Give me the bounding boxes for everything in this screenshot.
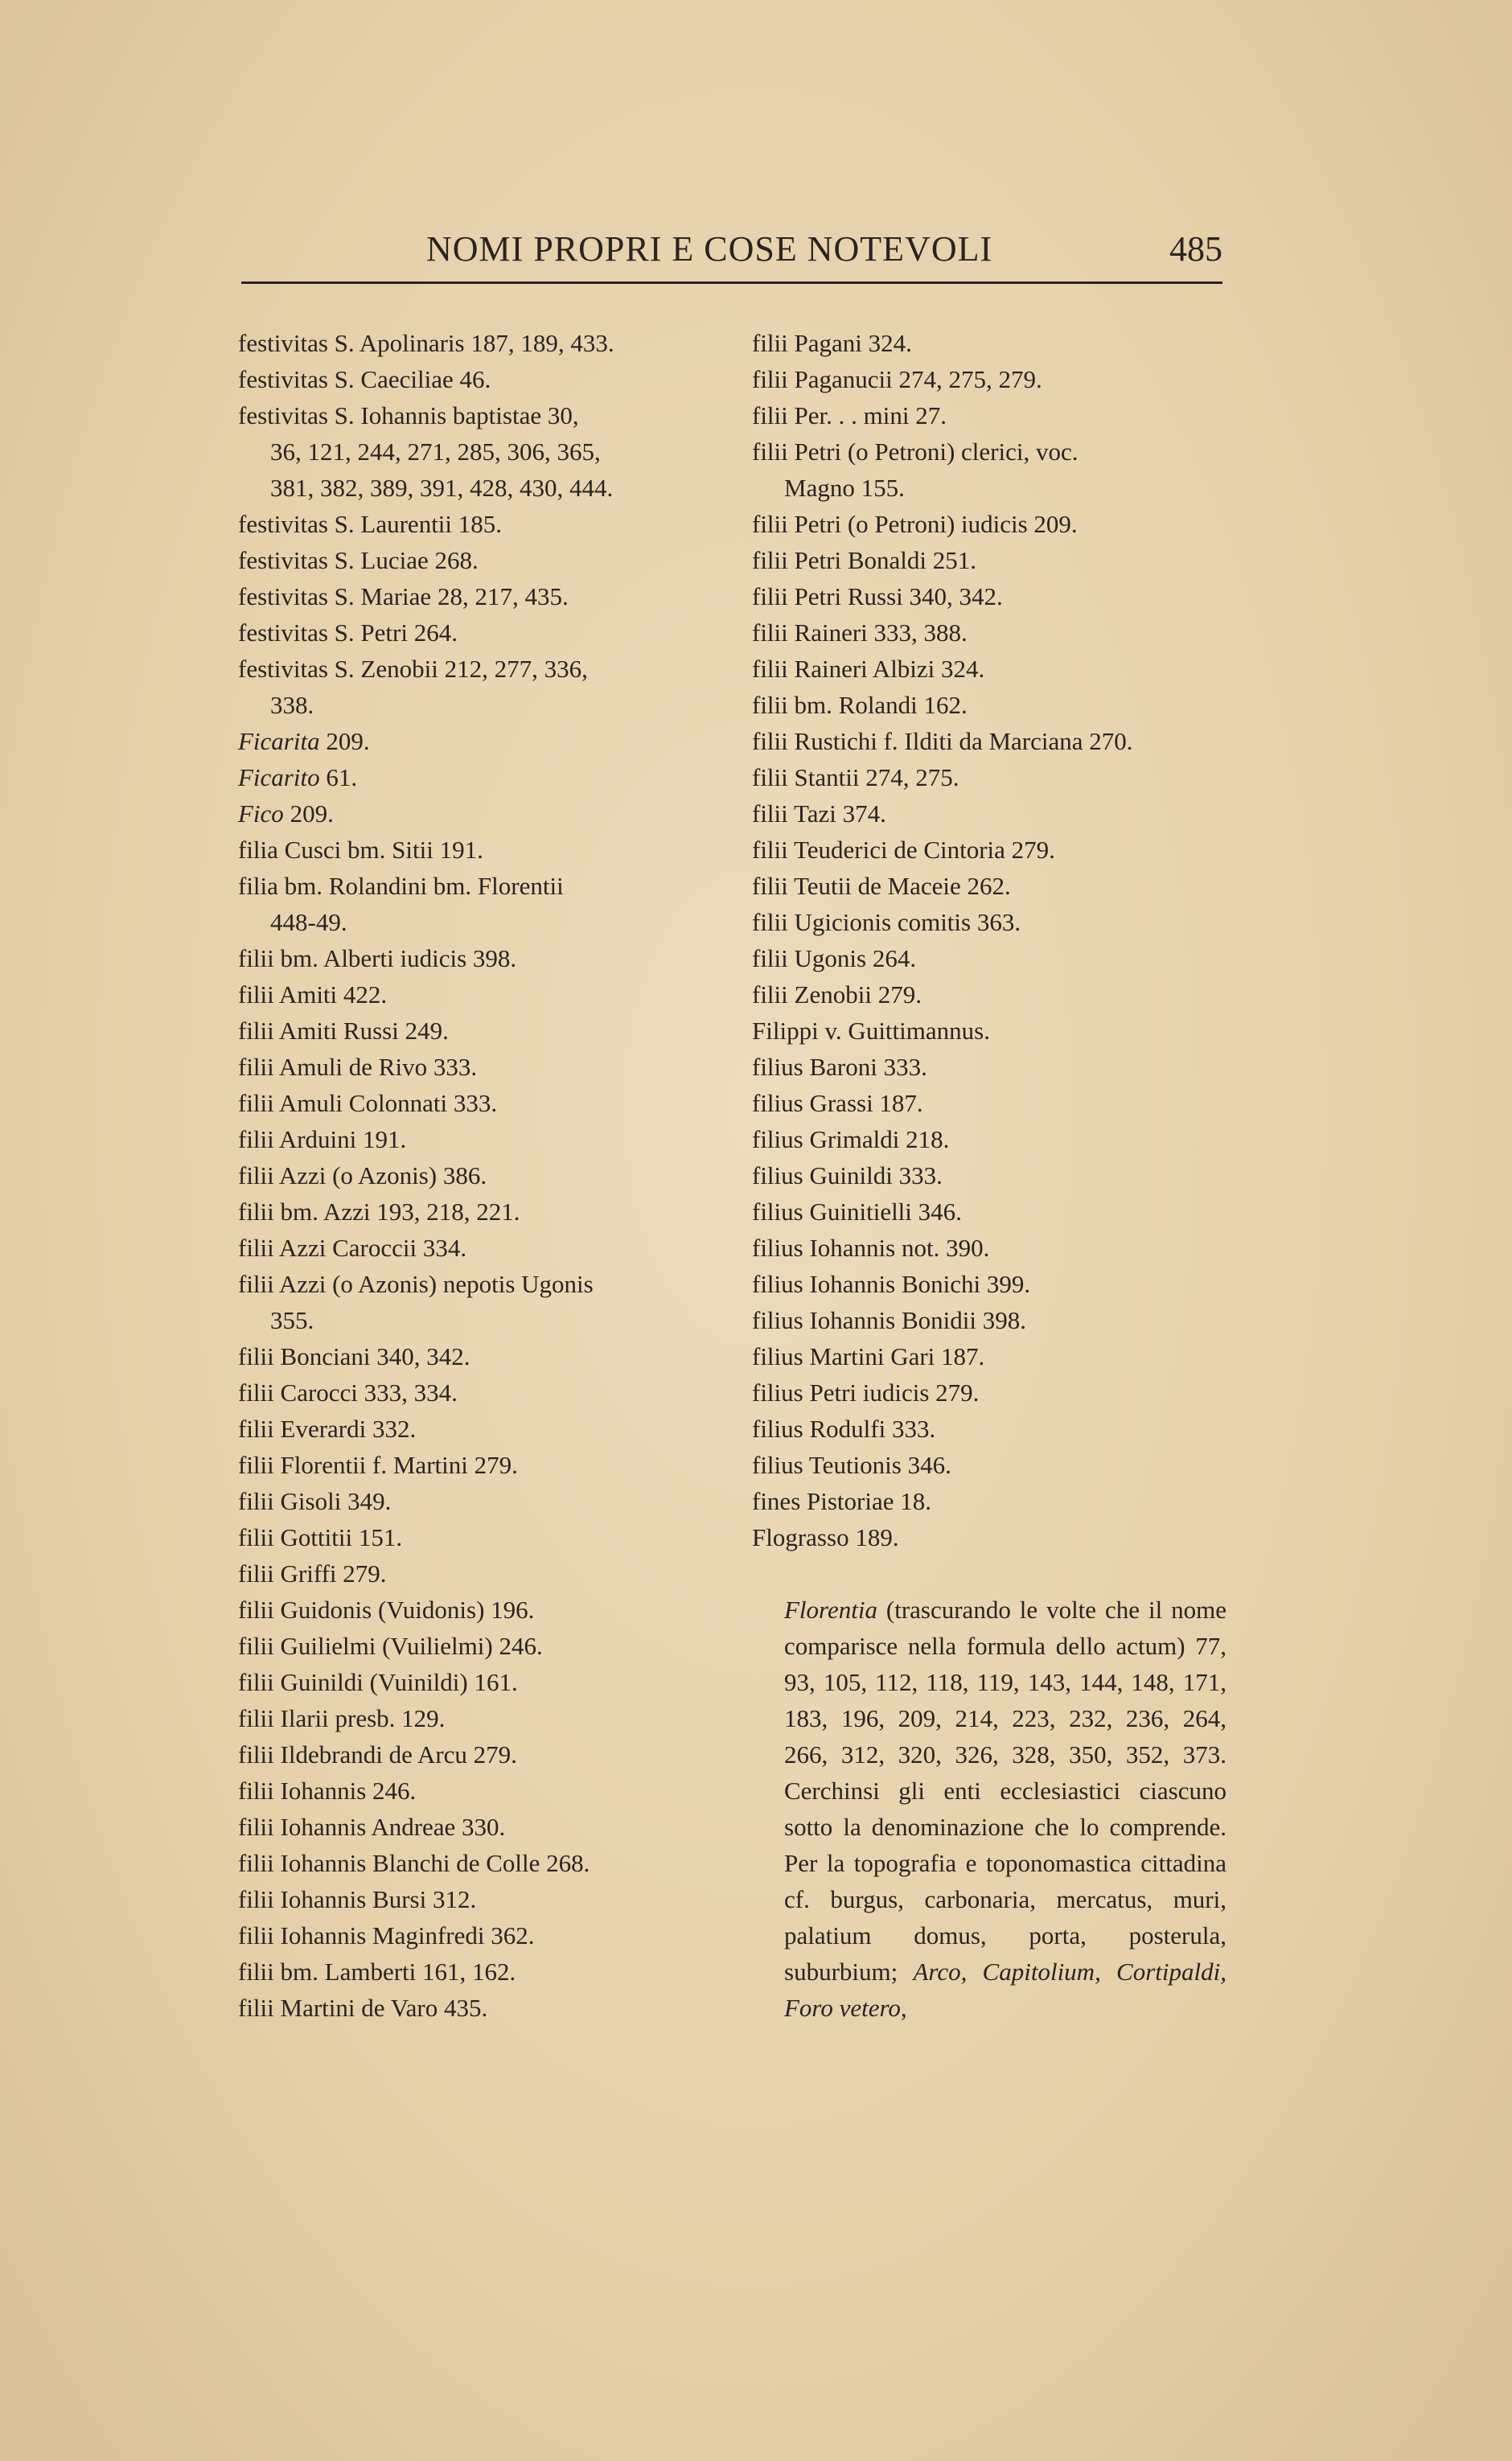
index-entry [238, 1013, 721, 1049]
index-entry [238, 976, 721, 1013]
entry-head: Flograsso 189. [752, 1523, 899, 1551]
index-entry-florentia [752, 1555, 1226, 2026]
entry-head: filius Teutionis 346. [752, 1451, 951, 1479]
index-entry [752, 1411, 1226, 1447]
index-entry [238, 1990, 721, 2026]
index-entry [752, 832, 1226, 868]
entry-head: festivitas S. Apolinaris 187, 189, 433. [238, 329, 614, 357]
index-entry [752, 1013, 1226, 1049]
entry-head: filii Amuli de Rivo 333. [238, 1053, 478, 1081]
index-entry [238, 1519, 721, 1555]
entry-head: Filippi v. Guittimannus. [752, 1017, 990, 1045]
index-entry [238, 361, 721, 397]
index-entry [238, 1917, 721, 1954]
entry-head: filii Guinildi (Vuinildi) 161. [238, 1668, 518, 1696]
index-entry [238, 1555, 721, 1592]
index-entry [238, 325, 721, 361]
entry-head: festivitas S. Laurentii 185. [238, 510, 503, 538]
index-entry [752, 1157, 1226, 1194]
index-entry [238, 1845, 721, 1881]
index-entry [752, 651, 1226, 687]
entry-head: filii Bonciani 340, 342. [238, 1342, 470, 1370]
entry-head: filii Griffi 279. [238, 1559, 387, 1588]
entry-head: filii Petri Bonaldi 251. [752, 546, 976, 574]
entry-head: Ficarita [238, 727, 320, 755]
entry-head: filii Tazi 374. [752, 799, 886, 828]
entry-head: filius Rodulfi 333. [752, 1415, 936, 1443]
entry-head: filii Raineri 333, 388. [752, 618, 968, 647]
entry-head: filii Petri (o Petroni) iudicis 209. [752, 510, 1078, 538]
entry-pages: 61. [319, 763, 358, 791]
entry-head: filii Ildebrandi de Arcu 279. [238, 1740, 517, 1769]
entry-head: filii bm. Alberti iudicis 398. [238, 944, 517, 972]
header-rule [241, 281, 1222, 284]
index-entry [238, 723, 721, 759]
entry-head: filii Arduini 191. [238, 1125, 407, 1153]
index-entry [238, 1881, 721, 1917]
index-entry [238, 832, 721, 868]
index-entry [238, 1374, 721, 1411]
entry-head: filius Grassi 187. [752, 1089, 923, 1117]
entry-head: filii Teuderici de Cintoria 279. [752, 836, 1055, 864]
entry-head: fines Pistoriae 18. [752, 1487, 931, 1515]
index-entry [238, 1121, 721, 1157]
entry-head: filii Iohannis Blanchi de Colle 268. [238, 1849, 590, 1877]
entry-head: filii Ilarii presb. 129. [238, 1704, 446, 1732]
entry-head: filii Amiti 422. [238, 980, 388, 1009]
index-entry [752, 1374, 1226, 1411]
entry-head: filii Ugonis 264. [752, 944, 917, 972]
entry-head: Florentia [784, 1596, 877, 1624]
index-entry [238, 651, 721, 723]
entry-head: filius Iohannis not. 390. [752, 1234, 990, 1262]
page-header [241, 219, 1222, 278]
running-title: NOMI PROPRI E COSE NOTEVOLI [426, 229, 993, 269]
entry-head: filii Gisoli 349. [238, 1487, 392, 1515]
index-entry [238, 868, 721, 940]
entry-head: filii bm. Azzi 193, 218, 221. [238, 1198, 520, 1226]
entry-head: filii Per. . . mini 27. [752, 401, 947, 429]
entry-head: filia Cusci bm. Sitii 191. [238, 836, 483, 864]
entry-head: filii bm. Lamberti 161, 162. [238, 1958, 516, 1986]
index-entry [238, 1700, 721, 1736]
index-entry [752, 506, 1226, 542]
entry-head: filii Gottitii 151. [238, 1523, 403, 1551]
entry-head: filii Guilielmi (Vuilielmi) 246. [238, 1632, 543, 1660]
index-entry [752, 687, 1226, 723]
index-entry [752, 1483, 1226, 1519]
entry-head: filii Petri Russi 340, 342. [752, 582, 1003, 610]
entry-head: festivitas S. Zenobii 212, 277, 336, 338. [238, 655, 588, 719]
index-entry [752, 397, 1226, 433]
entry-head: filii Rustichi f. Ilditi da Marciana 270. [752, 727, 1133, 755]
entry-head: filii Petri (o Petroni) clerici, voc. Magno 155. [752, 438, 1079, 502]
index-entry [752, 1085, 1226, 1121]
page-number: 485 [1169, 229, 1222, 269]
entry-head: festivitas S. Mariae 28, 217, 435. [238, 582, 569, 610]
entry-head: filius Martini Gari 187. [752, 1342, 985, 1370]
index-entry [238, 614, 721, 651]
entry-head: filii Carocci 333, 334. [238, 1378, 458, 1407]
entry-head: filius Guinildi 333. [752, 1161, 943, 1189]
entry-head: filii Zenobii 279. [752, 980, 922, 1009]
index-entry [238, 1049, 721, 1085]
entry-head: filii Martini de Varo 435. [238, 1994, 488, 2022]
index-entry [238, 1338, 721, 1374]
entry-head: filii Iohannis 246. [238, 1777, 417, 1805]
index-entry [238, 1157, 721, 1194]
index-entry [752, 904, 1226, 940]
entry-head: filii Guidonis (Vuidonis) 196. [238, 1596, 535, 1624]
entry-head: filii Iohannis Maginfredi 362. [238, 1921, 535, 1949]
index-entry [238, 1194, 721, 1230]
index-entry [752, 1194, 1226, 1230]
index-entry [752, 542, 1226, 578]
entry-body: (trascurando le volte che il nome comparisce nella formula dello actum) 77, 93, 105, 112, 118, 119, 143, 144, 148, 171, 183, 196, 209, 214, 223, 232, 236, 264, 266, 312, 320, 326, 328, 350, 352, 373. Cerchinsi gli enti ecclesiastici ciascuno sotto la denominazione che lo comprende. Per la topografia e toponomastica cittadina cf. burgus, carbonaria, mercatus, muri, palatium domus, porta, posterula, suburbium; [784, 1596, 1226, 1986]
entry-head: filius Guinitielli 346. [752, 1198, 962, 1226]
index-entry [238, 1664, 721, 1700]
index-entry [238, 506, 721, 542]
index-entry [238, 795, 721, 832]
entry-head: Ficarito [238, 763, 320, 791]
entry-head: filii Ugicionis comitis 363. [752, 908, 1021, 936]
index-entry [752, 1266, 1226, 1302]
entry-head: filius Petri iudicis 279. [752, 1378, 980, 1407]
index-entry [752, 1519, 1226, 1555]
entry-head: filii Azzi (o Azonis) 386. [238, 1161, 487, 1189]
index-entry [752, 578, 1226, 614]
index-entry [238, 940, 721, 976]
entry-head: filii Pagani 324. [752, 329, 912, 357]
entry-head: festivitas S. Luciae 268. [238, 546, 479, 574]
index-entry [238, 1628, 721, 1664]
index-entry [752, 1302, 1226, 1338]
index-entry [238, 1447, 721, 1483]
index-entry [752, 1338, 1226, 1374]
entry-head: filius Iohannis Bonidii 398. [752, 1306, 1026, 1334]
index-entry [752, 723, 1226, 759]
index-entry [238, 1411, 721, 1447]
index-entry [238, 1736, 721, 1773]
entry-head: filii Azzi (o Azonis) nepotis Ugonis 355. [238, 1270, 594, 1334]
entry-head: filia bm. Rolandini bm. Florentii 448-49. [238, 872, 564, 936]
entry-head: filii Everardi 332. [238, 1415, 417, 1443]
entry-head: filius Baroni 333. [752, 1053, 927, 1081]
entry-head: filii Iohannis Andreae 330. [238, 1813, 506, 1841]
index-entry [238, 1954, 721, 1990]
index-entry [752, 868, 1226, 904]
index-entry [752, 1230, 1226, 1266]
index-entry [238, 1773, 721, 1809]
entry-head: festivitas S. Petri 264. [238, 618, 458, 647]
index-entry [238, 759, 721, 795]
index-entry [752, 795, 1226, 832]
index-entry [238, 1230, 721, 1266]
index-entry [238, 1592, 721, 1628]
index-entry [752, 1049, 1226, 1085]
entry-head: filii Azzi Caroccii 334. [238, 1234, 467, 1262]
index-entry [752, 759, 1226, 795]
index-entry [238, 1266, 721, 1338]
index-entry [752, 976, 1226, 1013]
entry-head: filii Florentii f. Martini 279. [238, 1451, 518, 1479]
index-entry [238, 1483, 721, 1519]
entry-head: filii Teutii de Maceie 262. [752, 872, 1011, 900]
entry-head: filius Grimaldi 218. [752, 1125, 950, 1153]
index-entry [238, 578, 721, 614]
index-list-right [752, 325, 1226, 1555]
index-entry [752, 614, 1226, 651]
entry-head: filii bm. Rolandi 162. [752, 691, 968, 719]
index-entry [752, 940, 1226, 976]
entry-pages: 209. [319, 727, 370, 755]
entry-head: filii Stantii 274, 275. [752, 763, 959, 791]
entry-head: filii Iohannis Bursi 312. [238, 1885, 477, 1913]
entry-head: filii Paganucii 274, 275, 279. [752, 365, 1042, 393]
entry-head: Fico [238, 799, 284, 828]
index-entry [238, 1809, 721, 1845]
index-entry [238, 542, 721, 578]
index-entry [752, 1121, 1226, 1157]
index-entry [752, 433, 1226, 506]
index-entry [752, 325, 1226, 361]
entry-italic-tail: Arco, Capitolium, Cortipaldi, Foro vetero, [784, 1958, 1226, 2022]
entry-head: festivitas S. Caeciliae 46. [238, 365, 491, 393]
entry-head: filius Iohannis Bonichi 399. [752, 1270, 1031, 1298]
entry-head: filii Amiti Russi 249. [238, 1017, 449, 1045]
index-column-right [752, 325, 1226, 2026]
index-entry [752, 1447, 1226, 1483]
index-entry [238, 1085, 721, 1121]
entry-head: filii Raineri Albizi 324. [752, 655, 985, 683]
index-entry [238, 397, 721, 506]
entry-head: filii Amuli Colonnati 333. [238, 1089, 498, 1117]
index-entry [752, 361, 1226, 397]
entry-pages: 209. [283, 799, 334, 828]
index-column-left [238, 325, 721, 2026]
entry-head: festivitas S. Iohannis baptistae 30, 36, 121, 244, 271, 285, 306, 365, 381, 382, 389, 391, 428, 430, 444. [238, 401, 614, 502]
